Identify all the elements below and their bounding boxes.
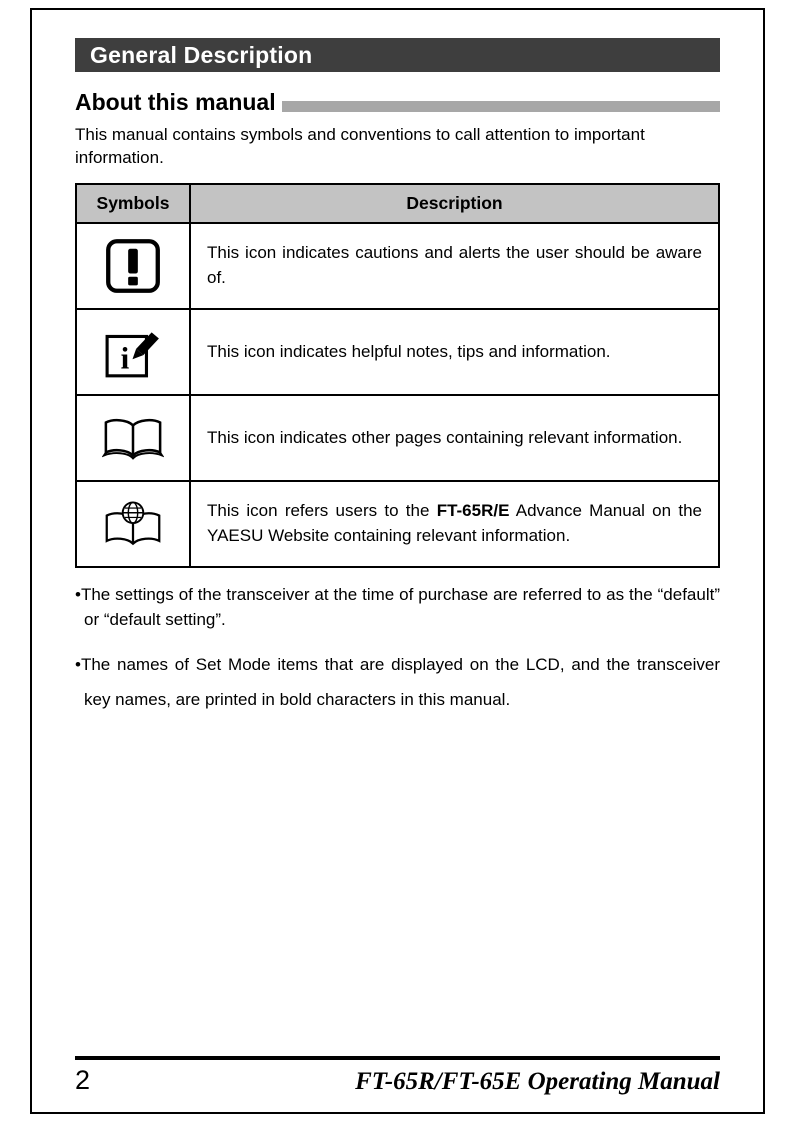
note-bold-names: •The names of Set Mode items that are displayed on the LCD, and the transceiver key names, are printed in bold characters in this manual. [75, 655, 720, 710]
web-advance-manual-icon [103, 499, 163, 549]
page-footer [75, 1056, 720, 1096]
page-number: 2 [75, 1065, 91, 1095]
table-row [76, 309, 719, 395]
description-cell [190, 223, 719, 309]
table-row [76, 223, 719, 309]
footer-rule [75, 1056, 720, 1060]
section-heading-rule [282, 101, 720, 112]
chapter-title: General Description [90, 41, 313, 68]
symbol-cell [76, 223, 190, 309]
description-cell [190, 395, 719, 481]
description-text-pre: This icon refers users to the [207, 501, 437, 521]
reference-pages-icon [102, 415, 164, 461]
description-cell [190, 481, 719, 567]
symbols-column-header: Symbols [76, 184, 190, 223]
manual-title: FT-65R/FT-65E Operating Manual [355, 1068, 720, 1095]
symbol-cell [76, 309, 190, 395]
description-text: This icon indicates cautions and alerts the user should be aware of. [207, 243, 702, 287]
symbol-cell [76, 481, 190, 567]
table-header-row [76, 184, 719, 223]
footer-row [75, 1065, 720, 1096]
description-column-header: Description [190, 184, 719, 223]
chapter-title-bar [75, 38, 720, 72]
table-row [76, 481, 719, 567]
symbols-table [75, 183, 720, 568]
description-text-post: Advance Manual on the YAESU Website containing relevant information. [207, 501, 702, 545]
table-row [76, 395, 719, 481]
caution-icon [105, 238, 161, 294]
page-content [75, 38, 720, 718]
section-heading [75, 89, 720, 116]
symbol-cell [76, 395, 190, 481]
section-title: About this manual [75, 89, 276, 115]
svg-text:i: i [120, 340, 130, 376]
description-text: This icon indicates other pages containing relevant information. [207, 427, 683, 447]
description-text: This icon indicates helpful notes, tips and information. [207, 341, 611, 361]
intro-paragraph: This manual contains symbols and conventions to call attention to important information. [75, 125, 645, 168]
description-text-bold: FT-65R/E [436, 501, 510, 521]
note-icon [104, 325, 162, 379]
description-cell [190, 309, 719, 395]
note-default-setting: •The settings of the transceiver at the time of purchase are referred to as the “default” or “default setting”. [75, 584, 720, 629]
